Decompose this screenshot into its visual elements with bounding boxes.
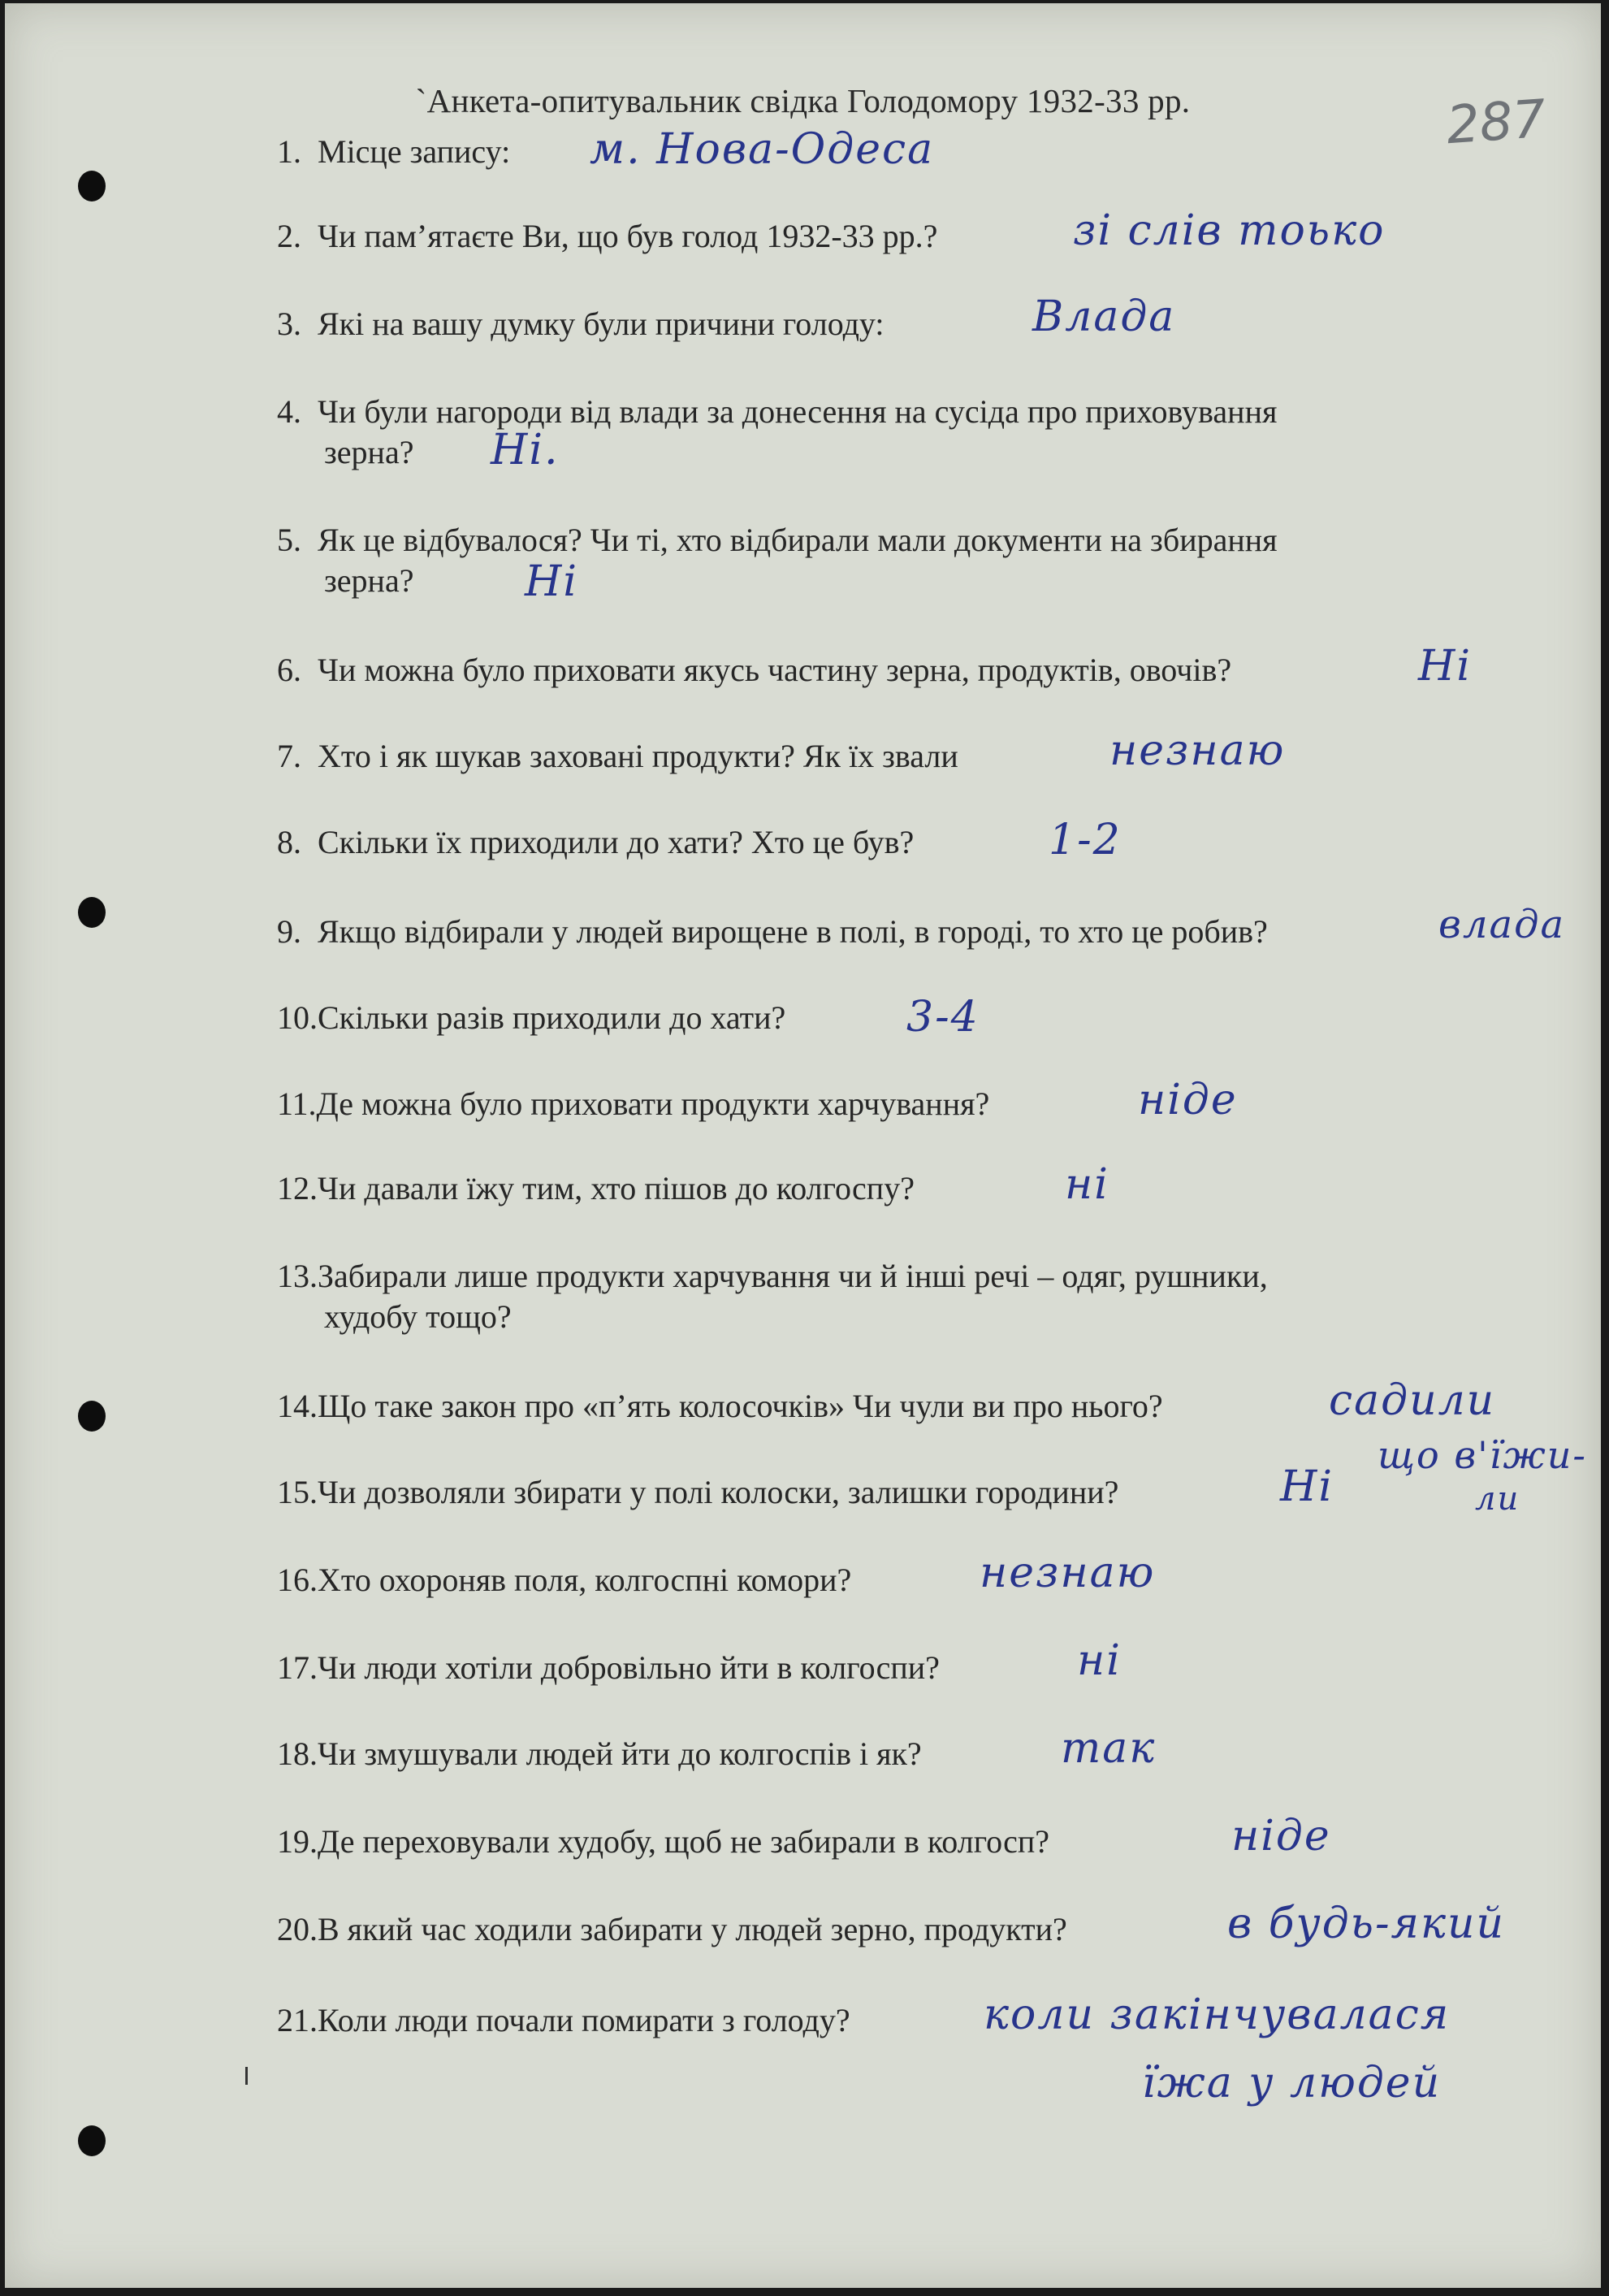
question-text: Які на вашу думку були причини голоду: <box>318 305 885 342</box>
question-number: 18. <box>277 1735 318 1772</box>
question-number: 11. <box>277 1085 317 1122</box>
question-number: 9. <box>277 913 301 950</box>
question-10 <box>277 998 1479 1038</box>
question-number: 6. <box>277 652 301 688</box>
question-number: 21. <box>277 2002 318 2038</box>
question-text: Де переховували худобу, щоб не забирали в колгосп? <box>318 1823 1050 1860</box>
question-text: Скільки разів приходили до хати? <box>318 999 786 1036</box>
question-12 <box>277 1168 1479 1209</box>
question-text: Місце запису: <box>318 133 511 170</box>
answer-19: ніде <box>1231 1812 1331 1861</box>
question-text: Як це відбувалося? Чи ті, хто відбирали мали документи на збирання <box>318 522 1278 558</box>
question-text: Чи люди хотіли добровільно йти в колгоспи? <box>318 1649 940 1686</box>
question-text: В який час ходили забирати у людей зерно, продукти? <box>318 1911 1067 1947</box>
question-8 <box>277 822 1479 863</box>
question-number: 15. <box>277 1474 318 1510</box>
question-number: 4. <box>277 393 301 430</box>
question-number: 2. <box>277 218 301 254</box>
answer-5: Ні <box>525 557 578 606</box>
question-number: 1. <box>277 133 301 170</box>
question-text-continued: зерна? <box>324 562 414 599</box>
question-13 <box>277 1256 1479 1337</box>
answer-21-line-2: їжа у людей <box>1142 2059 1442 2108</box>
question-text: Коли люди почали помирати з голоду? <box>318 2002 850 2038</box>
punch-hole <box>78 1401 106 1432</box>
question-number: 19. <box>277 1823 318 1860</box>
question-3 <box>277 304 1479 344</box>
answer-18: так <box>1061 1724 1157 1773</box>
question-5 <box>277 520 1479 601</box>
question-11 <box>277 1084 1479 1124</box>
question-number: 3. <box>277 305 301 342</box>
question-text: Якщо відбирали у людей вирощене в полі, в городі, то хто це робив? <box>318 913 1268 950</box>
question-text: Чи дозволяли збирати у полі колоски, залишки городини? <box>318 1474 1119 1510</box>
question-number: 16. <box>277 1562 318 1598</box>
document-title: `Анкета-опитувальник свідка Голодомору 1932-33 рр. <box>415 82 1191 119</box>
question-9 <box>277 912 1479 952</box>
question-text: Скільки їх приходили до хати? Хто це був? <box>318 824 915 860</box>
question-number: 20. <box>277 1911 318 1947</box>
answer-15: Ні <box>1280 1462 1334 1511</box>
question-text-continued: зерна? <box>324 434 414 470</box>
answer-14: садили <box>1329 1376 1496 1425</box>
answer-17: ні <box>1077 1636 1122 1685</box>
answer-12: ні <box>1065 1160 1109 1209</box>
question-number: 10. <box>277 999 318 1036</box>
question-text: Забирали лише продукти харчування чи й інші речі – одяг, рушники, <box>318 1258 1268 1294</box>
question-17 <box>277 1648 1479 1688</box>
answer-2: зі слів тоько <box>1073 206 1386 255</box>
answer-14-line-3: ли <box>1475 1480 1520 1518</box>
question-4 <box>277 392 1479 473</box>
question-6 <box>277 650 1479 691</box>
answer-3: Влада <box>1032 292 1176 341</box>
question-text: Чи можна було приховати якусь частину зерна, продуктів, овочів? <box>318 652 1232 688</box>
question-text: Хто і як шукав заховані продукти? Як їх звали <box>318 738 958 774</box>
question-number: 14. <box>277 1388 318 1424</box>
answer-4: Ні. <box>491 426 560 474</box>
question-text: Чи давали їжу тим, хто пішов до колгоспу? <box>318 1170 915 1206</box>
punch-hole <box>78 2125 106 2156</box>
question-14 <box>277 1386 1479 1427</box>
question-number: 7. <box>277 738 301 774</box>
answer-7: незнаю <box>1109 726 1286 775</box>
question-number: 17. <box>277 1649 318 1686</box>
answer-11: ніде <box>1138 1076 1238 1124</box>
answer-20: в будь-який <box>1227 1900 1505 1948</box>
answer-6: Ні <box>1418 642 1472 691</box>
answer-10: 3-4 <box>906 993 980 1042</box>
question-number: 8. <box>277 824 301 860</box>
question-text: Де можна було приховати продукти харчування? <box>316 1085 990 1122</box>
question-text: Хто охороняв поля, колгоспні комори? <box>318 1562 852 1598</box>
answer-1: м. Нова-Одеса <box>590 125 935 174</box>
answer-14-line-2: що в'їжи- <box>1378 1433 1587 1477</box>
question-text-continued: худобу тощо? <box>324 1298 512 1335</box>
answer-16: незнаю <box>980 1549 1156 1597</box>
punch-hole <box>78 897 106 928</box>
question-16 <box>277 1560 1479 1601</box>
document-sheet <box>5 3 1601 2288</box>
punch-hole <box>78 171 106 201</box>
answer-21: коли закінчувалася <box>984 1991 1451 2039</box>
question-7 <box>277 736 1479 777</box>
question-text: Чи пам’ятаєте Ви, що був голод 1932-33 рр.? <box>318 218 938 254</box>
pen-mark <box>245 2067 248 2085</box>
question-number: 12. <box>277 1170 318 1206</box>
answer-9: влада <box>1438 902 1566 947</box>
question-number: 13. <box>277 1258 318 1294</box>
question-number: 5. <box>277 522 301 558</box>
question-text: Чи змушували людей йти до колгоспів і як? <box>318 1735 922 1772</box>
question-text: Що таке закон про «п’ять колосочків» Чи чули ви про нього? <box>318 1388 1163 1424</box>
question-18 <box>277 1734 1479 1774</box>
answer-8: 1-2 <box>1049 816 1122 864</box>
page-number: 287 <box>1444 89 1548 157</box>
question-text: Чи були нагороди від влади за донесення на сусіда про приховування <box>318 393 1278 430</box>
